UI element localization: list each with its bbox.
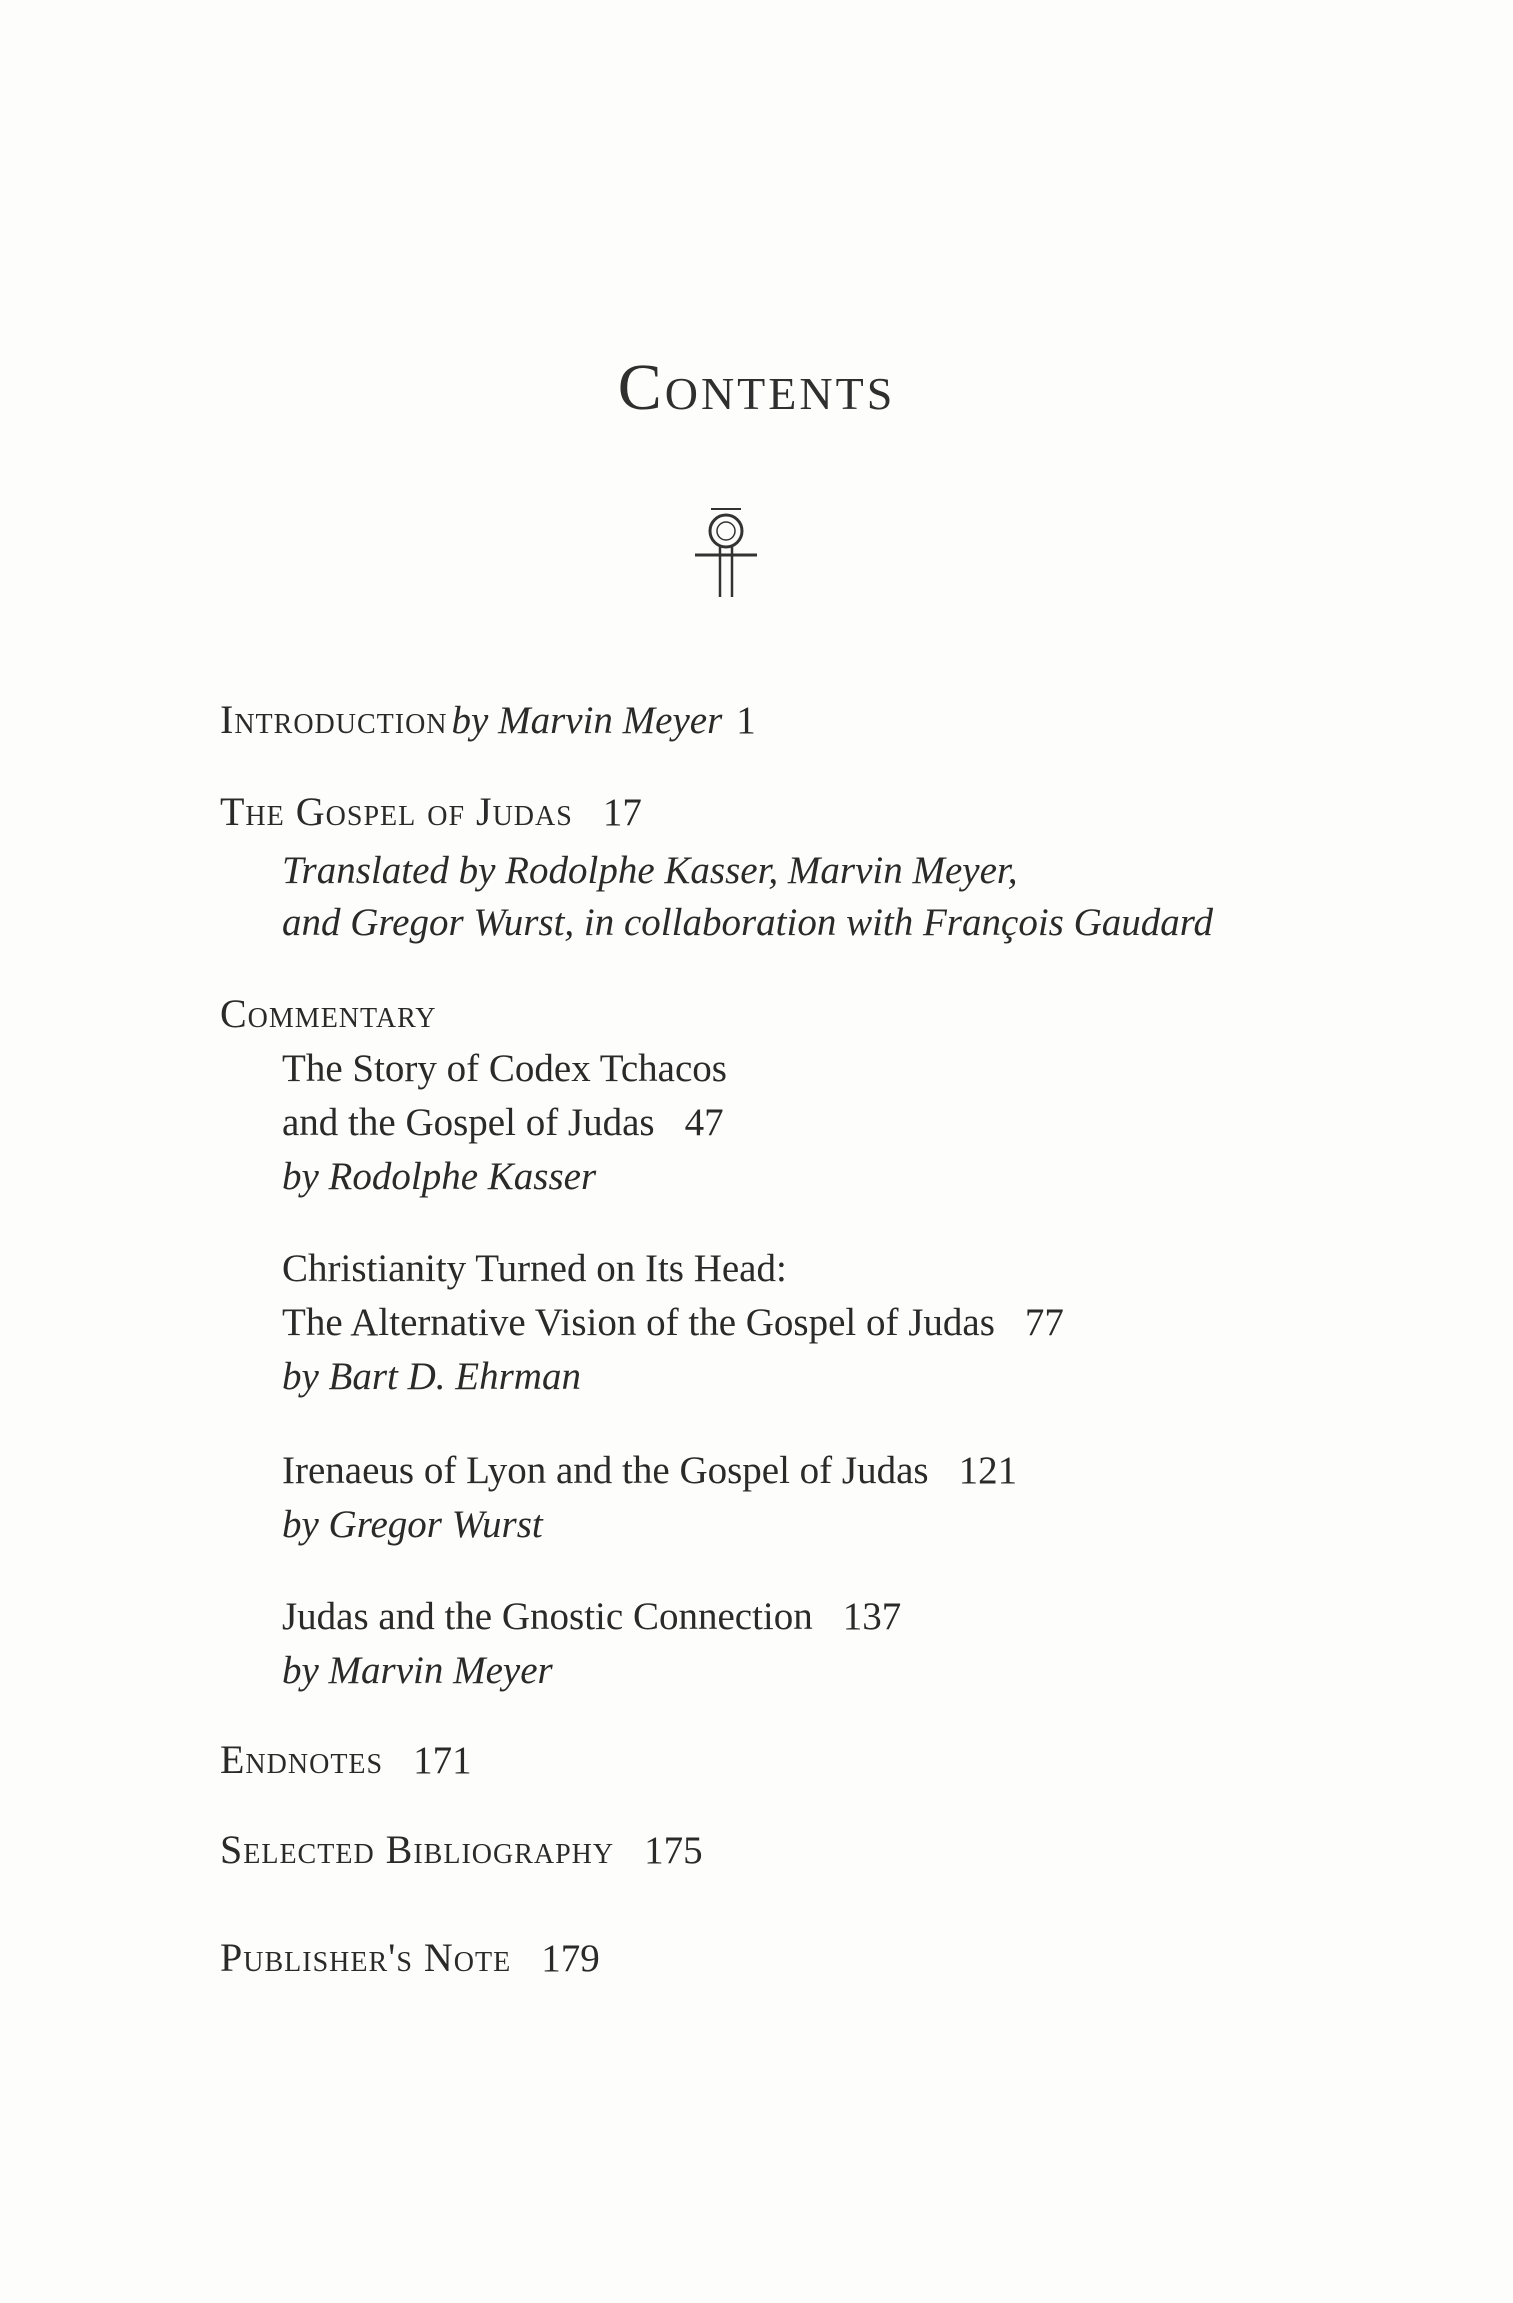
page-title: Contents [617, 351, 896, 424]
toc-entry-endnotes[interactable] [220, 1736, 472, 1783]
commentary-item-1-line-2[interactable]: and the Gospel of Judas 47 [282, 1101, 724, 1144]
entry-page-number: 77 [1024, 1301, 1064, 1344]
commentary-item-1-byline: by Rodolphe Kasser [282, 1155, 597, 1198]
toc-entry-introduction[interactable] [220, 696, 756, 743]
toc-entry-publishers-note[interactable] [220, 1934, 600, 1981]
entry-page-number: 1 [736, 699, 756, 742]
translation-credit-line-1: Translated by Rodolphe Kasser, Marvin Meyer, [282, 849, 1018, 892]
commentary-item-4[interactable]: Judas and the Gnostic Connection 137 [282, 1595, 902, 1638]
commentary-item-3[interactable]: Irenaeus of Lyon and the Gospel of Judas 121 [282, 1449, 1018, 1492]
toc-section-commentary: Commentary [220, 991, 437, 1036]
commentary-item-2-byline: by Bart D. Ehrman [282, 1355, 581, 1398]
ankh-icon [691, 505, 761, 600]
entry-page-number: 171 [413, 1739, 472, 1782]
entry-page-number: 179 [541, 1937, 600, 1980]
commentary-item-4-byline: by Marvin Meyer [282, 1649, 553, 1692]
commentary-item-1-line-1[interactable]: The Story of Codex Tchacos [282, 1047, 727, 1090]
entry-label: The Gospel of Judas [220, 789, 573, 834]
entry-byline: by Marvin Meyer [451, 699, 723, 742]
entry-page-number: 137 [842, 1595, 902, 1638]
entry-page-number: 17 [602, 791, 642, 834]
entry-label: Endnotes [220, 1737, 384, 1782]
entry-page-number: 47 [684, 1101, 724, 1144]
translation-credit-line-2: and Gregor Wurst, in collaboration with François Gaudard [282, 901, 1213, 944]
toc-entry-bibliography[interactable] [220, 1826, 703, 1873]
entry-page-number: 121 [958, 1449, 1018, 1492]
toc-entry-gospel-of-judas[interactable] [220, 788, 642, 835]
commentary-item-3-byline: by Gregor Wurst [282, 1503, 543, 1546]
commentary-item-2-line-1[interactable]: Christianity Turned on Its Head: [282, 1247, 787, 1290]
entry-label: Introduction [220, 697, 448, 742]
entry-label: Selected Bibliography [220, 1827, 615, 1872]
entry-page-number: 175 [644, 1829, 703, 1872]
entry-label: Publisher's Note [220, 1935, 512, 1980]
commentary-item-2-line-2[interactable]: The Alternative Vision of the Gospel of Judas 77 [282, 1301, 1064, 1344]
